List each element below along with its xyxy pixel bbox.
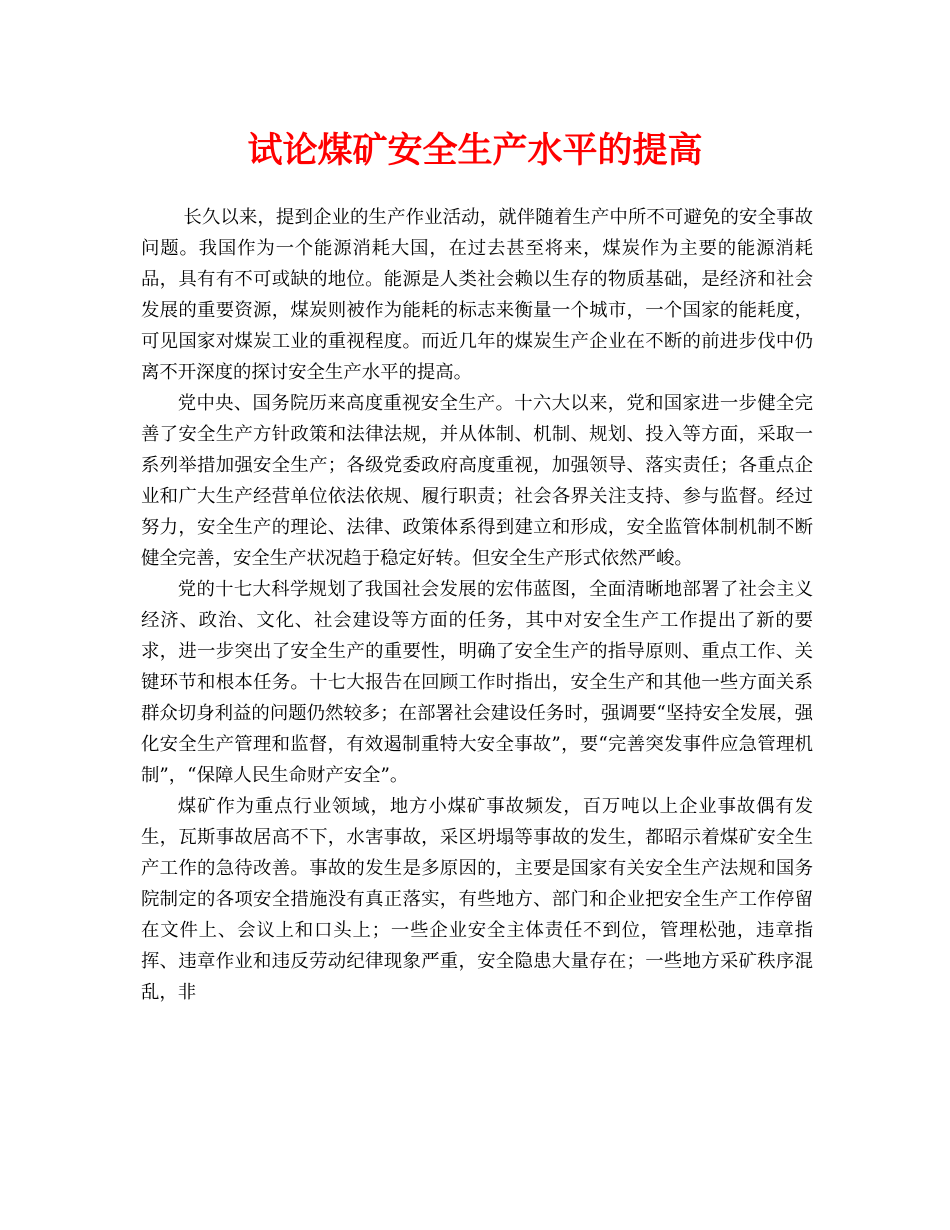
document-title: 试论煤矿安全生产水平的提高 — [247, 130, 703, 171]
document-body — [141, 202, 813, 1008]
paragraph-4: 煤矿作为重点行业领域，地方小煤矿事故频发，百万吨以上企业事故偶有发生，瓦斯事故居高不下，水害事故，采区坍塌等事故的发生，都昭示着煤矿安全生产工作的急待改善。事故的发生是多原因的，主要是国家有关安全生产法规和国务院制定的各项安全措施没有真正落实，有些地方、部门和企业把安全生产工作停留在文件上、会议上和口头上；一些企业安全主体责任不到位，管理松弛，违章指挥、违章作业和违反劳动纪律现象严重，安全隐患大量存在；一些地方采矿秩序混乱，非 — [141, 796, 813, 1003]
paragraph-3: 党的十七大科学规划了我国社会发展的宏伟蓝图，全面清晰地部署了社会主义经济、政治、文化、社会建设等方面的任务，其中对安全生产工作提出了新的要求，进一步突出了安全生产的重要性，明确了安全生产的指导原则、重点工作、关键环节和根本任务。十七大报告在回顾工作时指出，安全生产和其他一些方面关系群众切身利益的问题仍然较多；在部署社会建设任务时，强调要“坚持安全发展，强化安全生产管理和监督，有效遏制重特大安全事故”，要“完善突发事件应急管理机制”，“保障人民生命财产安全”。 — [141, 579, 813, 786]
paragraph-1: 长久以来，提到企业的生产作业活动，就伴随着生产中所不可避免的安全事故问题。我国作为一个能源消耗大国，在过去甚至将来，煤炭作为主要的能源消耗品，具有有不可或缺的地位。能源是人类社会赖以生存的物质基础，是经济和社会发展的重要资源，煤炭则被作为能耗的标志来衡量一个城市，一个国家的能耗度，可见国家对煤炭工业的重视程度。而近几年的煤炭生产企业在不断的前进步伐中仍离不开深度的探讨安全生产水平的提高。 — [141, 207, 813, 383]
paragraph-2: 党中央、国务院历来高度重视安全生产。十六大以来，党和国家进一步健全完善了安全生产方针政策和法律法规，并从体制、机制、规划、投入等方面，采取一系列举措加强安全生产；各级党委政府高度重视，加强领导、落实责任；各重点企业和广大生产经营单位依法依规、履行职责；社会各界关注支持、参与监督。经过努力，安全生产的理论、法律、政策体系得到建立和形成，安全监管体制机制不断健全完善，安全生产状况趋于稳定好转。但安全生产形式依然严峻。 — [141, 393, 813, 569]
